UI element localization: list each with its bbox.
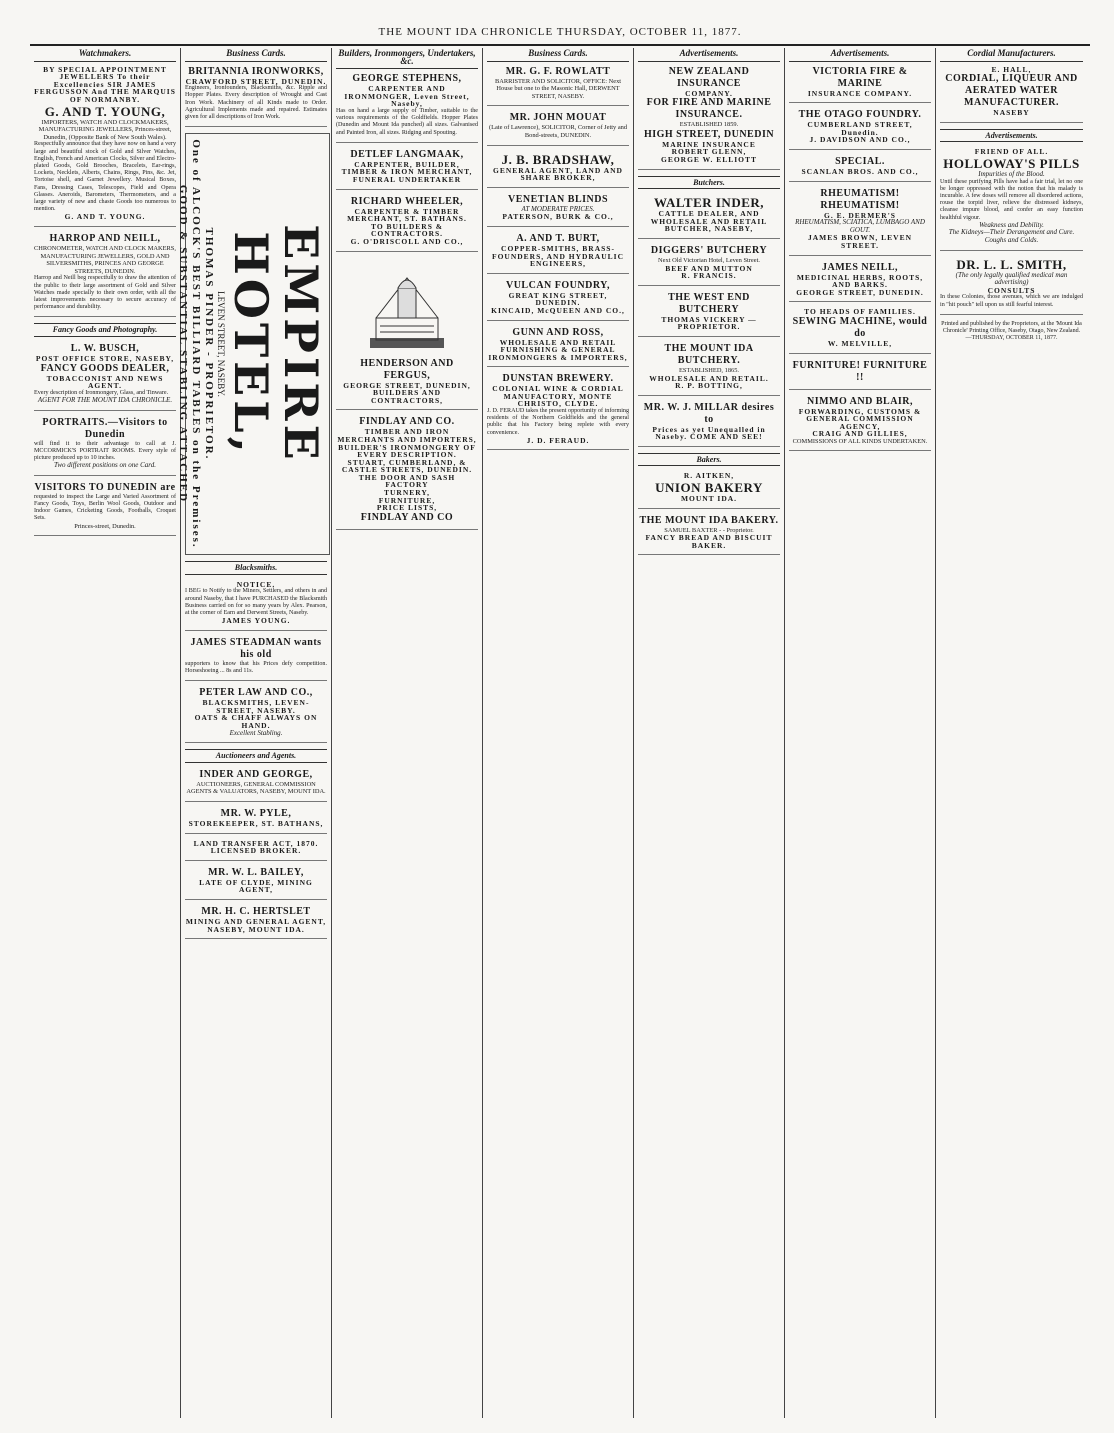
busch-body: Every description of Ironmongery, Glass, and Tinware. bbox=[34, 389, 169, 396]
wholesale-line: WHOLESALE AND RETAIL. bbox=[649, 373, 769, 383]
young-ad bbox=[34, 66, 176, 227]
harrop-neill-body: Harrop and Neill beg respectfully to draw the attention of the public to their large assortment of Gold and Silver Watches made specially to their own order, with all the latest improvements necessary to secure accuracy of performance and durability. bbox=[34, 275, 176, 311]
union-bakery-ad bbox=[638, 472, 780, 508]
mouat-sub: (Late of Lawrence), SOLICITOR, Corner of Jetty and Bond-streets, DUNEDIN. bbox=[488, 124, 628, 139]
smith-title: DR. L. L. SMITH, bbox=[956, 256, 1067, 272]
steadman-title: JAMES STEADMAN wants his old bbox=[190, 636, 322, 660]
bailey-ad bbox=[185, 867, 327, 900]
furniture: FURNITURE, bbox=[378, 495, 436, 505]
smith-ad bbox=[940, 257, 1083, 315]
pyle-ad bbox=[185, 808, 327, 834]
gunn-ross-sub: WHOLESALE AND RETAIL FURNISHING & GENERAL IRONMONGERS & IMPORTERS, bbox=[488, 337, 628, 362]
mtida-bakery-ad bbox=[638, 515, 780, 556]
agent-brown-line: JAMES BROWN, LEVEN STREET. bbox=[807, 233, 913, 250]
gunn-ross-title: GUNN AND ROSS, bbox=[512, 326, 604, 338]
harrop-neill-title: HARROP AND NEILL, bbox=[49, 232, 161, 244]
column-heading: Cordial Manufacturers. bbox=[940, 48, 1083, 62]
dunstan-ad bbox=[487, 373, 629, 450]
holloway-sub: Impurities of the Blood. bbox=[978, 169, 1045, 178]
mouat-ad bbox=[487, 112, 629, 145]
inder-butcher-title: WALTER INDER, bbox=[653, 195, 765, 211]
hall-ad bbox=[940, 66, 1083, 123]
column-heading: Builders, Ironmongers, Undertakers, &c. bbox=[336, 48, 478, 69]
empire-hotel-street: LEVEN STREET, NASEBY. bbox=[216, 291, 226, 398]
glenn-line: ROBERT GLENN, bbox=[671, 147, 747, 157]
harrop-neill-subtitle: CHRONOMETER, WATCH AND CLOCK MAKERS, MANUFACTURING JEWELLERS, GOLD AND SILVERSMITHS, PRINCES AND GEORGE STREETS, DUNEDIN. bbox=[34, 244, 176, 275]
millar-title: MR. W. J. MILLAR desires to bbox=[643, 401, 775, 425]
inder-butcher-sub: CATTLE DEALER, AND WHOLESALE AND RETAIL BUTCHER, NASEBY, bbox=[650, 209, 768, 234]
young-subtitle: IMPORTERS, WATCH AND CLOCKMAKERS, MANUFACTURING JEWELLERS, Princes-street, Dunedin, (Opposite Bank of New South Wales). bbox=[38, 118, 172, 141]
special-ad bbox=[789, 156, 931, 182]
section-blacksmiths: Blacksmiths. bbox=[185, 561, 327, 575]
empire-hotel-stabling: GOOD & SUBSTANTIAL STABLING ATTACHED bbox=[177, 185, 189, 504]
diggers-sub: Next Old Victorian Hotel, Leven Street. bbox=[658, 256, 760, 264]
mtida-bakery-title: THE MOUNT IDA BAKERY. bbox=[639, 514, 779, 526]
scanlan-line: SCANLAN BROS. AND CO., bbox=[801, 166, 919, 176]
notice-ad bbox=[185, 581, 327, 631]
empire-hotel-title: EMPIRE HOTEL, bbox=[224, 224, 328, 464]
portraits-body: will find it to their advantage to call at J. MCCORMICK'S PORTRAIT ROOMS. Every style of picture produced up to 10 inches. bbox=[34, 440, 176, 461]
peter-law-ad bbox=[185, 687, 327, 743]
visitors-title: VISITORS TO DUNEDIN are bbox=[34, 481, 176, 493]
nz-insurance-sub: COMPANY. bbox=[685, 88, 733, 98]
mouat-title: MR. JOHN MOUAT bbox=[509, 112, 607, 124]
neill-ad bbox=[789, 262, 931, 303]
hall-name: E. HALL, bbox=[991, 64, 1032, 74]
harrop-neill-ad bbox=[34, 233, 176, 317]
diggers-title: DIGGERS' BUTCHERY bbox=[650, 244, 768, 256]
victoria-title: VICTORIA FIRE & MARINE bbox=[812, 65, 908, 89]
burt-title: A. AND T. BURT, bbox=[516, 232, 600, 244]
inder-george-sub: AUCTIONEERS, GENERAL COMMISSION AGENTS & VALUATORS, NASEBY, MOUNT IDA. bbox=[186, 780, 326, 796]
wheeler-sub: CARPENTER & TIMBER MERCHANT, ST. BATHANS. bbox=[347, 206, 467, 224]
busch-store: POST OFFICE STORE, NASEBY, bbox=[35, 353, 175, 363]
nimmo-blair-sub: FORWARDING, CUSTOMS & GENERAL COMMISSION AGENCY, bbox=[798, 406, 922, 431]
paterson-line: PATERSON, BURK & CO., bbox=[502, 212, 614, 222]
feraud-sign: J. D. FERAUD. bbox=[526, 435, 590, 445]
nz-insurance-ad bbox=[638, 66, 780, 170]
westend-ad bbox=[638, 292, 780, 337]
masthead-rule bbox=[30, 44, 1090, 46]
marine-line: MARINE INSURANCE bbox=[662, 139, 756, 149]
nz-insurance-fire: FOR FIRE AND MARINE INSURANCE. bbox=[646, 97, 772, 121]
holloway-title: HOLLOWAY'S PILLS bbox=[943, 155, 1080, 171]
findlay-title: FINDLAY AND CO. bbox=[359, 416, 455, 428]
mtida-butchery-ad bbox=[638, 343, 780, 396]
turnery: TURNERY, bbox=[383, 488, 430, 498]
naseby-line: NASEBY bbox=[993, 108, 1030, 118]
beef-line: BEEF AND MUTTON bbox=[665, 263, 753, 273]
bradshaw-sub: GENERAL AGENT, LAND AND SHARE BROKER, bbox=[493, 165, 623, 183]
otago-foundry-title: THE OTAGO FOUNDRY. bbox=[798, 109, 922, 121]
holloway-body: Until these purifying Pills have had a fair trial, let no one be longer oppressed with the notion that his malady is incurable. A few doses will remove all disordered actions, rouse the torpid liver, relieve the distressed kidneys, cleanse impure blood, and confer an easy function healthful vigour. bbox=[940, 178, 1083, 221]
printer-imprint: Printed and published by the Proprietors, at the 'Mount Ida Chronicle' Printing Office, Naseby, Otago, New Zealand.—THURSDAY, OCTOBER 11, 1877. bbox=[941, 320, 1082, 341]
young-title: G. AND T. YOUNG, bbox=[44, 103, 166, 119]
vulcan-ad bbox=[487, 280, 629, 321]
britannia-sub: CRAWFORD STREET, DUNEDIN. bbox=[185, 76, 327, 86]
visitors-ad bbox=[34, 482, 176, 536]
young-body: Respectfully announce that they have now on hand a very large and beautiful stock of Gold and Silver Watches, English, French and American Clocks, Silver and Electro-plated Goods, Gold Brooches, Bracelets, Ear-rings, Lockets, Necklets, Alberts, Chains, Rings, Pins, &c. Jet, Tortoise shell, and Garnet Jewellery. Musical Boxes, Fans, Dressing Cases, Telescopes, Field and Opera Glasses. Aneroids, Barometers, Thermometers, and a large variety of new and chaste Goods too numerous to mention. bbox=[34, 141, 176, 213]
feraud-body: J. D. FERAUD takes the present opportunity of informing residents of the Northern Goldfields and the general public that his Factory being replete with every convenience. bbox=[487, 408, 629, 436]
column-business-cards-2 bbox=[483, 48, 634, 1418]
blinds-ad bbox=[487, 194, 629, 227]
nimmo-blair-ad bbox=[789, 396, 931, 452]
empire-hotel-rotated bbox=[177, 134, 328, 554]
britannia-title: BRITANNIA IRONWORKS, bbox=[188, 65, 324, 77]
section-butchers: Butchers. bbox=[638, 176, 780, 190]
nz-insurance-est: ESTABLISHED 1859. bbox=[679, 121, 739, 129]
kidneys-line: The Kidneys—Their Derangement and Cure. bbox=[948, 228, 1075, 237]
smith-body: In these Colonies, those avenues, which we are indulged in "hit pouch" tell upon us still fearful interest. bbox=[940, 294, 1083, 308]
land-transfer-ad bbox=[185, 840, 327, 861]
bradshaw-title: J. B. BRADSHAW, bbox=[501, 151, 615, 167]
otago-foundry-ad bbox=[789, 109, 931, 150]
langmaak-title: DETLEF LANGMAAK, bbox=[350, 148, 464, 160]
price-lists: PRICE LISTS, bbox=[376, 503, 438, 513]
henderson-fergus-ad bbox=[336, 358, 478, 411]
dunstan-title: DUNSTAN BREWERY. bbox=[502, 373, 614, 385]
botting-line: R. P. BOTTING, bbox=[675, 381, 743, 391]
busch-ad bbox=[34, 343, 176, 411]
holloway-ad bbox=[940, 148, 1083, 250]
george-street-line: GEORGE STREET, DUNEDIN. bbox=[796, 287, 924, 297]
rheumatism-title: RHEUMATISM! RHEUMATISM! bbox=[820, 187, 900, 211]
vickery-line: THOMAS VICKERY — PROPRIETOR. bbox=[661, 314, 757, 332]
empire-hotel-ad bbox=[177, 133, 330, 555]
commissions-line: COMMISSIONS OF ALL KINDS UNDERTAKEN. bbox=[792, 437, 928, 445]
westend-title: THE WEST END BUTCHERY bbox=[668, 291, 750, 315]
column-cordial bbox=[936, 48, 1087, 1418]
families-title: TO HEADS OF FAMILIES. bbox=[804, 307, 916, 317]
neill-sub: MEDICINAL HERBS, ROOTS, AND BARKS. bbox=[796, 272, 924, 290]
column-heading: Business Cards. bbox=[185, 48, 327, 62]
page-masthead: THE MOUNT IDA CHRONICLE THURSDAY, OCTOBER 11, 1877. bbox=[378, 26, 742, 38]
stabling-line: Excellent Stabling. bbox=[229, 728, 283, 737]
sewing-title: SEWING MACHINE, would do bbox=[792, 315, 928, 339]
builders-ironmongery: BUILDER'S IRONMONGERY OF EVERY DESCRIPTION. bbox=[338, 442, 476, 460]
notice-title: NOTICE. bbox=[236, 579, 276, 589]
gunn-ross-ad bbox=[487, 327, 629, 368]
nz-insurance-office: HIGH STREET, DUNEDIN bbox=[643, 128, 775, 140]
section-bakers: Bakers. bbox=[638, 453, 780, 467]
steadman-body: supporters to know that his Prices defy competition. Horseshoeing ... 8s and 11s. bbox=[185, 660, 327, 674]
empire-hotel-billiard: One of ALCOCK'S BEST BILLIARD TABLES on the Premises. bbox=[190, 139, 202, 549]
column-heading: Business Cards. bbox=[487, 48, 629, 62]
kincaid-line: KINCAID, McQUEEN AND CO., bbox=[491, 305, 625, 315]
stuart-streets: STUART, CUMBERLAND, & CASTLE STREETS, DUNEDIN. bbox=[341, 457, 473, 475]
section-auctioneers: Auctioneers and Agents. bbox=[185, 749, 327, 763]
coughs-line: Coughs and Colds. bbox=[984, 235, 1039, 244]
door-sash-factory: THE DOOR AND SASH FACTORY bbox=[358, 472, 456, 490]
prices-line: Prices as yet Unequalled in Naseby. COME AND SEE! bbox=[652, 424, 766, 442]
column-business-cards-1 bbox=[177, 48, 332, 1418]
portraits-title: PORTRAITS.—Visitors to Dunedin bbox=[42, 416, 168, 440]
busch-agent: AGENT FOR THE MOUNT IDA CHRONICLE. bbox=[37, 395, 173, 404]
stephens-ad bbox=[336, 73, 478, 143]
notice-body: I BEG to Notify to the Miners, Settlers, and others in and around Naseby, that I have PURCHASED the Blacksmith Business carried on for so many years by Alex. Pearson, at the corner of Earn and Derwent Streets, Naseby. bbox=[185, 588, 327, 616]
nz-insurance-title: NEW ZEALAND INSURANCE bbox=[668, 65, 750, 89]
neill-title: JAMES NEILL, bbox=[821, 261, 898, 273]
furniture-ad bbox=[789, 360, 931, 390]
rowlatt-sub: BARRISTER AND SOLICITOR, OFFICE: Next House but one to the Masonic Hall, DERWENT STREET, NASEBY. bbox=[494, 77, 622, 100]
baxter-line: SAMUEL BAXTER - - Proprietor. bbox=[664, 526, 754, 534]
victoria-sub: INSURANCE COMPANY. bbox=[807, 88, 913, 98]
dermer-line: G. E. DERMER'S bbox=[824, 210, 896, 220]
diggers-ad bbox=[638, 245, 780, 286]
britannia-ad bbox=[185, 66, 327, 128]
francis-line: R. FRANCIS. bbox=[681, 271, 737, 281]
rowlatt-ad bbox=[487, 66, 629, 107]
weakness-line: Weakness and Debility. bbox=[979, 220, 1044, 229]
stephens-body: Has on hand a large supply of Timber, suitable to the various requirements of the Goldfields. Hopper Plates (Dunedin and Mount Ida punched) all sizes. Galvanised and Painted Iron, all sizes. Ridging and Spouting. bbox=[336, 107, 478, 136]
empire-hotel-owner: THOMAS PINDER - PROPRIETOR. bbox=[203, 227, 215, 461]
portraits-note: Two different positions on one Card. bbox=[53, 461, 157, 470]
est-1865: ESTABLISHED, 1865. bbox=[678, 366, 740, 374]
inder-george-title: INDER AND GEORGE, bbox=[199, 768, 313, 780]
friend-line: FRIEND OF ALL. bbox=[974, 147, 1049, 157]
visitors-sign: Princes-street, Dunedin. bbox=[74, 522, 136, 530]
hertslet-ad bbox=[185, 906, 327, 939]
wheeler-title: RICHARD WHEELER, bbox=[350, 195, 464, 207]
stephens-sub: CARPENTER AND IRONMONGER, Leven Street, Naseby, bbox=[344, 84, 470, 109]
busch-fancy: FANCY GOODS DEALER, bbox=[40, 362, 170, 374]
victoria-ad bbox=[789, 66, 931, 104]
section-advertisements: Advertisements. bbox=[940, 129, 1083, 143]
oats-line: OATS & CHAFF ALWAYS ON HAND. bbox=[194, 713, 318, 730]
rheumatism-ad bbox=[789, 188, 931, 256]
langmaak-funeral: FUNERAL UNDERTAKER bbox=[352, 174, 462, 184]
monument-illustration bbox=[362, 258, 452, 354]
notice-sign: JAMES YOUNG. bbox=[221, 616, 291, 626]
hertslet-sub: MINING AND GENERAL AGENT, NASEBY, MOUNT IDA. bbox=[185, 916, 327, 934]
pyle-sub: STOREKEEPER, ST. BATHANS, bbox=[188, 818, 324, 828]
busch-title: L. W. BUSCH, bbox=[70, 342, 140, 354]
langmaak-sub: CARPENTER, BUILDER, TIMBER & IRON MERCHANT, bbox=[341, 159, 473, 177]
column-advertisements-2 bbox=[785, 48, 936, 1418]
peter-law-sub: BLACKSMITHS, LEVEN-STREET, NASEBY. bbox=[202, 698, 310, 715]
portraits-ad bbox=[34, 417, 176, 476]
bailey-sub: LATE OF CLYDE, MINING AGENT, bbox=[199, 877, 313, 895]
licensed-broker: LICENSED BROKER. bbox=[210, 846, 302, 856]
otago-foundry-sub: CUMBERLAND STREET, Dunedin. bbox=[807, 120, 913, 137]
rheumatism-sub: RHEUMATISM, SCIATICA, LUMBAGO AND GOUT. bbox=[795, 218, 925, 234]
vulcan-title: VULCAN FOUNDRY, bbox=[505, 279, 610, 291]
column-advertisements-1 bbox=[634, 48, 785, 1418]
young-signature: G. AND T. YOUNG. bbox=[64, 212, 146, 222]
furniture-title: FURNITURE! FURNITURE !! bbox=[792, 359, 928, 383]
special-title: SPECIAL. bbox=[835, 155, 885, 167]
smith-sub: (The only legally qualified medical man advertising) bbox=[955, 270, 1068, 287]
families-ad bbox=[789, 308, 931, 353]
column-heading: Watchmakers. bbox=[34, 48, 176, 62]
busch-news: TOBACCONIST AND NEWS AGENT. bbox=[46, 373, 164, 391]
visitors-body: requested to inspect the Large and Varied Assortment of Fancy Goods, Toys, Berlin Wool Goods, Outdoor and Indoor Games, Cricketing Goods, Footballs, Croquet Sets. bbox=[34, 493, 176, 522]
union-bakery-title: UNION BAKERY bbox=[655, 480, 763, 496]
column-watchmakers bbox=[30, 48, 181, 1418]
findlay-sub: TIMBER AND IRON MERCHANTS AND IMPORTERS, bbox=[337, 427, 477, 444]
pyle-title: MR. W. PYLE, bbox=[220, 807, 292, 819]
land-transfer-title: LAND TRANSFER ACT, 1870. bbox=[193, 838, 319, 848]
odriscoll-line: G. O'DRISCOLL AND CO., bbox=[350, 236, 464, 246]
wheeler-ad bbox=[336, 196, 478, 252]
colonial-line: COLONIAL WINE & CORDIAL MANUFACTORY, MONTE CHRISTO, CLYDE. bbox=[492, 384, 624, 409]
vulcan-sub: GREAT KING STREET, DUNEDIN. bbox=[508, 290, 608, 308]
inder-butcher-ad bbox=[638, 195, 780, 239]
mount-ida-line: MOUNT IDA. bbox=[680, 494, 738, 504]
bailey-title: MR. W. L. BAILEY, bbox=[208, 866, 304, 878]
bradshaw-ad bbox=[487, 152, 629, 188]
nimmo-blair-title: NIMMO AND BLAIR, bbox=[806, 395, 914, 407]
builders-line: TO BUILDERS & CONTRACTORS. bbox=[370, 221, 444, 239]
hertslet-title: MR. H. C. HERTSLET bbox=[201, 905, 311, 917]
davidson-line: J. DAVIDSON AND CO., bbox=[809, 135, 911, 145]
peter-law-title: PETER LAW AND CO., bbox=[199, 687, 313, 699]
consults-line: CONSULTS bbox=[987, 285, 1036, 295]
inder-george-ad bbox=[185, 769, 327, 802]
henderson-fergus-title: HENDERSON AND FERGUS, bbox=[360, 357, 454, 381]
fancy-bread-line: FANCY BREAD AND BISCUIT BAKER. bbox=[645, 533, 773, 550]
aitken-line: R. AITKEN, bbox=[683, 471, 735, 481]
britannia-body: Engineers, Ironfounders, Blacksmiths, &c. Ripple and Hopper Plates. Every description of Wrought and Cast Iron Work. Machinery of all Kinds made to Order. Agricultural Implements made and repaired. Estimates given for all descriptions of Iron Work. bbox=[185, 85, 327, 120]
burt-sub: COPPER-SMITHS, BRASS-FOUNDERS, AND HYDRAULIC ENGINEERS, bbox=[492, 243, 624, 269]
stephens-title: GEORGE STEPHENS, bbox=[352, 73, 462, 85]
column-builders bbox=[332, 48, 483, 1418]
melville-line: W. MELVILLE, bbox=[827, 338, 893, 348]
blinds-sub: AT MODERATE PRICES. bbox=[521, 204, 595, 213]
rowlatt-title: MR. G. F. ROWLATT bbox=[505, 65, 611, 77]
henderson-fergus-sub: GEORGE STREET, DUNEDIN, BUILDERS AND CONTRACTORS, bbox=[343, 380, 471, 405]
cordial-title: CORDIAL, LIQUEUR AND AERATED WATER MANUFACTURER. bbox=[945, 73, 1078, 109]
elliott-line: GEORGE W. ELLIOTT bbox=[661, 154, 757, 164]
column-heading: Advertisements. bbox=[789, 48, 931, 62]
blinds-title: VENETIAN BLINDS bbox=[507, 193, 609, 205]
millar-ad bbox=[638, 402, 780, 447]
column-grid bbox=[30, 48, 1090, 1418]
young-intro: BY SPECIAL APPOINTMENT JEWELLERS To their Excellencies SIR JAMES FERGUSSON And THE MARQUIS OF NORMANBY. bbox=[34, 64, 176, 104]
craig-line: CRAIG AND GILLIES, bbox=[812, 429, 908, 439]
langmaak-ad bbox=[336, 149, 478, 190]
burt-ad bbox=[487, 233, 629, 274]
steadman-ad bbox=[185, 637, 327, 681]
findlay-ad bbox=[336, 416, 478, 530]
findlay-footer: FINDLAY AND CO bbox=[360, 511, 454, 523]
section-fancy-goods: Fancy Goods and Photography. bbox=[34, 323, 176, 337]
mtida-butchery-title: THE MOUNT IDA BUTCHERY. bbox=[664, 342, 754, 366]
column-heading: Advertisements. bbox=[638, 48, 780, 62]
